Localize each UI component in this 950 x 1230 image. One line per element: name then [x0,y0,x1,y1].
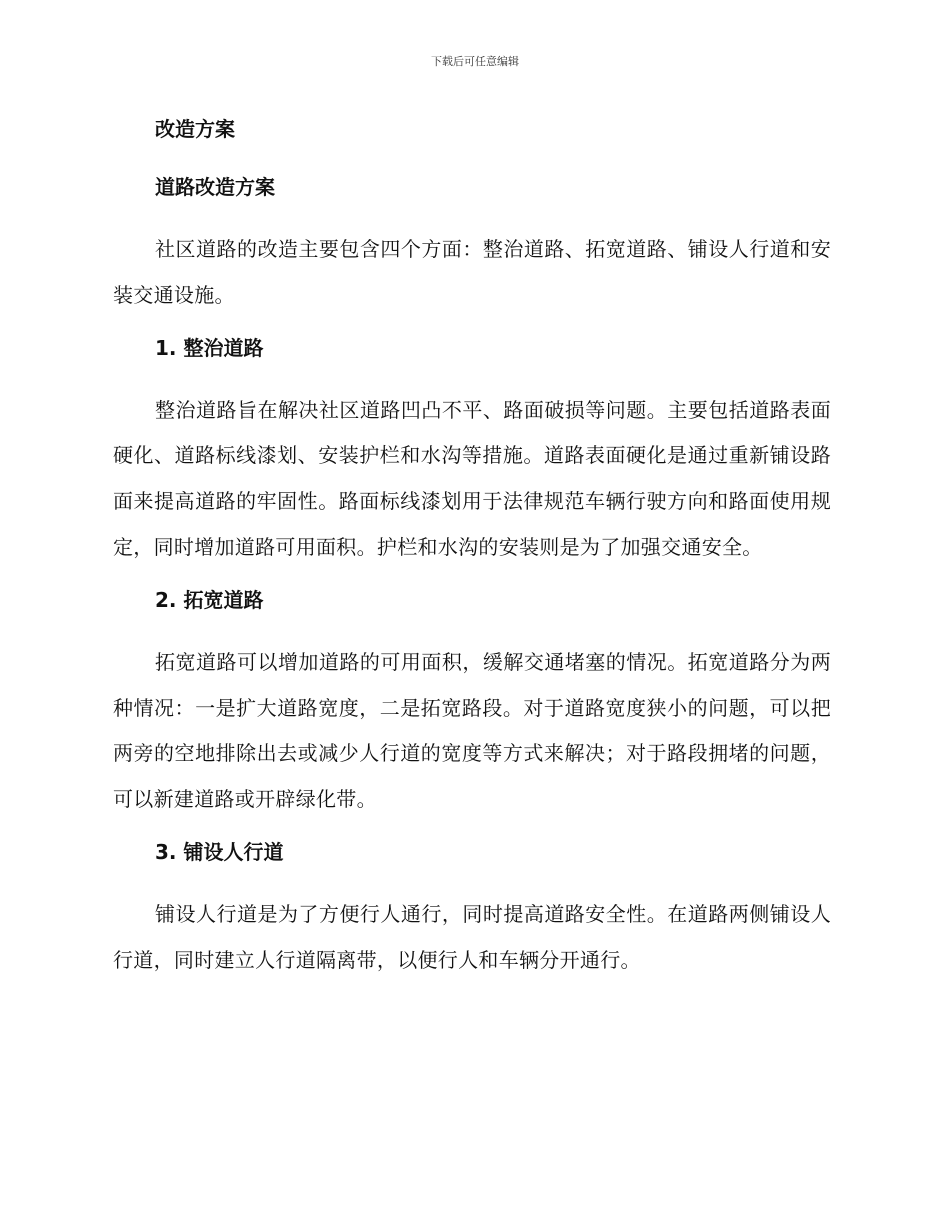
section-title: 道路改造方案 [155,175,275,199]
document-body [113,111,831,995]
item-heading-1: 1. 整治道路 [155,335,264,360]
intro-paragraph: 社区道路的改造主要包含四个方面：整治道路、拓宽道路、铺设人行道和安装交通设施。 [113,237,831,307]
document-title: 改造方案 [155,117,235,141]
item-paragraph-1: 整治道路旨在解决社区道路凹凸不平、路面破损等问题。主要包括道路表面硬化、道路标线漆划、安装护栏和水沟等措施。道路表面硬化是通过重新铺设路面来提高道路的牢固性。路面标线漆划用于法律规范车辆行驶方向和路面使用规定，同时增加道路可用面积。护栏和水沟的安装则是为了加强交通安全。 [113,397,831,559]
item-heading-3: 3. 铺设人行道 [155,839,284,864]
item-paragraph-2: 拓宽道路可以增加道路的可用面积，缓解交通堵塞的情况。拓宽道路分为两种情况：一是扩大道路宽度，二是拓宽路段。对于道路宽度狭小的问题，可以把两旁的空地排除出去或减少人行道的宽度等方式来解决；对于路段拥堵的问题，可以新建道路或开辟绿化带。 [113,649,831,812]
page-header: 下载后可任意编辑 [431,55,519,68]
item-heading-2: 2. 拓宽道路 [155,587,264,612]
item-paragraph-3: 铺设人行道是为了方便行人通行，同时提高道路安全性。在道路两侧铺设人行道，同时建立人行道隔离带，以便行人和车辆分开通行。 [113,901,831,972]
